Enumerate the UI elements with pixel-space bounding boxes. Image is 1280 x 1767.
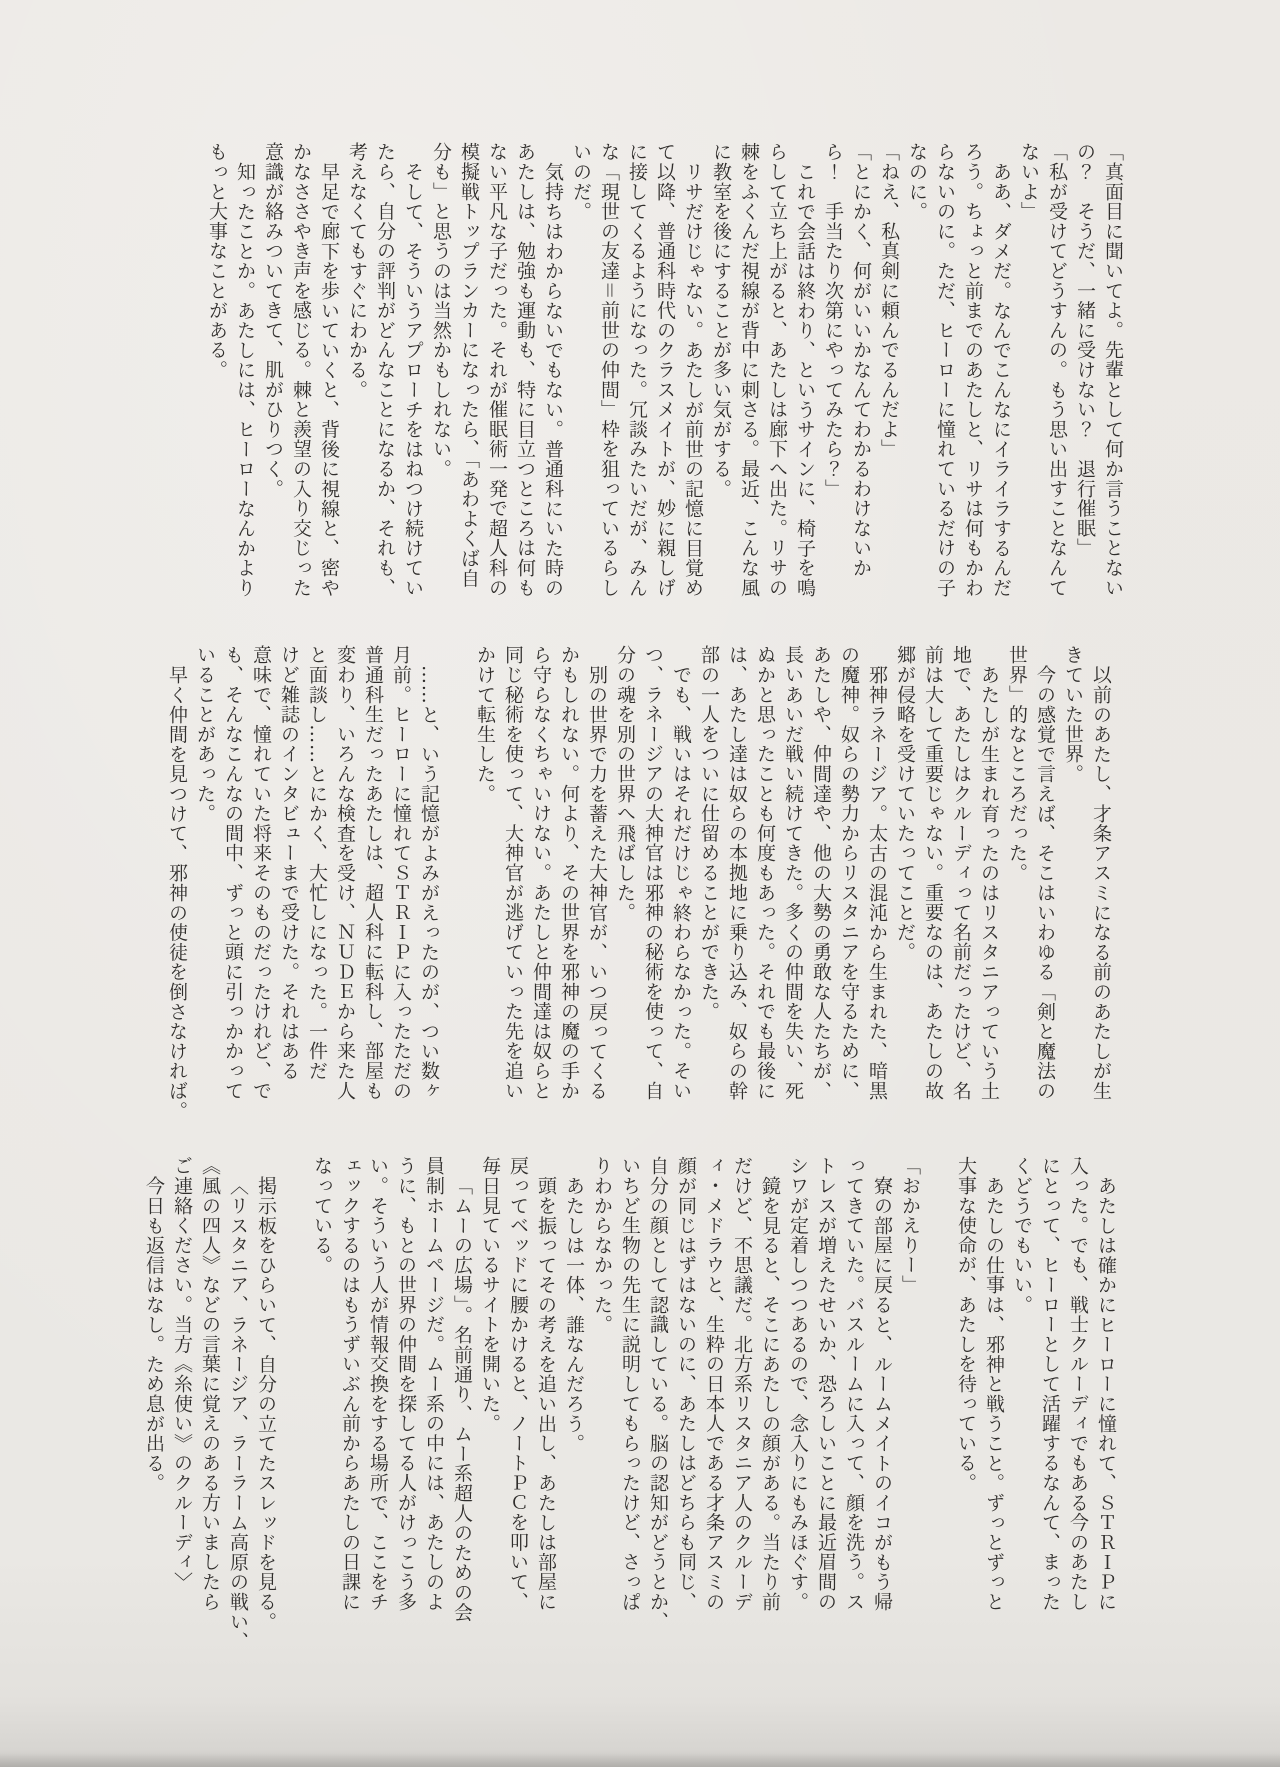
text-column: あたしが生まれ育ったのはリスタニアっていう土 (978, 665, 1000, 1101)
text-column: リサだけじゃない。あたしが前世の記憶に目覚め (682, 162, 704, 598)
text-column: あたしや、仲間達や、他の大勢の勇敢な人たちが、 (810, 645, 832, 1101)
text-column: ご連絡ください。当方《糸使い》のクルーディ〉 (171, 1156, 193, 1592)
text-column: あたしは一体、誰なんだろう。 (563, 1176, 585, 1454)
text-column: ああ、ダメだ。なんでこんなにイライラするんだ (990, 162, 1012, 598)
text-column: 早く仲間を見つけて、邪神の使徒を倒さなければ。 (166, 665, 188, 1121)
text-column: らして立ち上がると、あたしは廊下へ出た。リサの (766, 142, 788, 598)
text-column: 棘をふくんだ視線が背中に刺さる。最近、こんな風 (738, 142, 760, 598)
text-column: 大事な使命が、あたしを待っている。 (955, 1156, 977, 1493)
text-column: 世界」的なところだった。 (1006, 645, 1028, 883)
text-column: ってきていた。バスルームに入って、顔を洗う。ス (843, 1156, 865, 1612)
text-column: あたしは、勉強も運動も、特に目立つところは何も (514, 142, 536, 598)
text-column: 「私が受けてどうすんの。もう思い出すことなんて (1046, 142, 1068, 598)
text-column: 知ったことか。あたしには、ヒーローなんかより (234, 162, 256, 598)
text-column: かなささやき声を感じる。棘と羨望の入り交じった (290, 142, 312, 598)
text-column: トレスが増えたせいか、恐ろしいことに最近眉間の (815, 1156, 837, 1612)
text-column: ないよ」 (1018, 142, 1040, 222)
text-column: だけど、不思議だ。北方系リスタニア人のクルーデ (731, 1156, 753, 1612)
blank-column (924, 1156, 952, 1622)
text-column: 変わり、いろんな検査を受け、ＮＵＤＥから来た人 (334, 645, 356, 1101)
blank-column (280, 1156, 308, 1622)
text-column: 地で、あたしはクルーディって名前だったけど、名 (950, 645, 972, 1101)
text-column: 戻ってベッドに腰かけると、ノートＰＣを叩いて、 (507, 1156, 529, 1612)
text-column: 別の世界で力を蓄えた大神官が、いつ戻ってくる (586, 665, 608, 1101)
text-column: いのだ。 (570, 142, 592, 222)
text-column: 〈リスタニア、ラネージア、ラーラーム高原の戦い、 (227, 1176, 249, 1652)
text-column: 月前。ヒーローに憧れてＳＴＲＩＰに入ったただの (390, 645, 412, 1101)
text-column: くどうでもいい。 (1011, 1156, 1033, 1315)
text-column: かもしれない。何より、その世界を邪神の魔の手か (558, 645, 580, 1101)
text-block-top (203, 142, 1127, 604)
text-column: て以降、普通科時代のクラスメイトが、妙に親しげ (654, 142, 676, 598)
text-column: い。そういう人が情報交換をする場所で、ここをチ (367, 1156, 389, 1612)
text-column: 「真面目に聞いてよ。先輩として何か言うことない (1102, 142, 1124, 598)
text-column: 掲示板をひらいて、自分の立てたスレッドを見る。 (255, 1176, 277, 1632)
text-column: 同じ秘術を使って、大神官が逃げていった先を追い (502, 645, 524, 1101)
text-column: 頭を振ってその考えを追い出し、あたしは部屋に (535, 1176, 557, 1612)
text-column: シワが定着しつつあるので、念入りにもみほぐす。 (787, 1156, 809, 1612)
text-column: 普通科生だったあたしは、超人科に転科し、部屋も (362, 645, 384, 1101)
text-column: ろう。ちょっと前までのあたしと、リサは何もかわ (962, 142, 984, 598)
text-block-bottom (140, 1156, 1120, 1652)
text-column: 「とにかく、何がいいかなんてわかるわけないか (850, 142, 872, 578)
text-column: うに、もとの世界の仲間を探してる人がけっこう多 (395, 1156, 417, 1612)
text-column: ェックするのはもうずいぶん前からあたしの日課に (339, 1156, 361, 1612)
text-column: 顔が同じはずはないのに、あたしはどちらも同じ、 (675, 1156, 697, 1612)
text-column: けど雑誌のインタビューまで受けた。それはある (278, 645, 300, 1081)
text-column: 以前のあたし、才条アスミになる前のあたしが生 (1090, 665, 1112, 1101)
text-column: 今日も返信はなし。ため息が出る。 (143, 1176, 165, 1493)
text-block-middle (163, 645, 1115, 1121)
text-column: 意味で、憧れていた将来そのものだったけれど、で (250, 645, 272, 1101)
text-column: の？ そうだ、一緒に受けない？ 退行催眠」 (1074, 142, 1096, 558)
text-column: 郷が侵略を受けていたってことだ。 (894, 645, 916, 962)
text-column: 員制ホームページだ。ムー系の中には、あたしのよ (423, 1156, 445, 1612)
text-column: 《風の四人》などの言葉に覚えのある方いましたら (199, 1156, 221, 1612)
text-column: ……と、いう記憶がよみがえったのが、つい数ヶ (418, 665, 440, 1101)
text-column: にとって、ヒーローとして活躍するなんて、まった (1039, 1156, 1061, 1612)
text-column: 「ムーの広場」。名前通り、ムー系超人のための会 (451, 1176, 473, 1622)
text-column: 分の魂を別の世界へ飛ばした。 (614, 645, 636, 923)
text-column: いちど生物の先生に説明してもらったけど、さっぱ (619, 1156, 641, 1612)
text-column: ィ・メドラウと、生粋の日本人である才条アスミの (703, 1156, 725, 1612)
text-column: 「おかえりー」 (899, 1156, 921, 1295)
text-column: りわからなかった。 (591, 1156, 613, 1335)
text-column: もっと大事なことがある。 (206, 142, 228, 380)
text-column: なのに。 (906, 142, 928, 222)
text-column: ら守らなくちゃいけない。あたしと仲間達は奴らと (530, 645, 552, 1101)
text-column: つ、ラネージアの大神官は邪神の秘術を使って、自 (642, 645, 664, 1101)
text-column: 今の感覚で言えば、そこはいわゆる「剣と魔法の (1034, 665, 1056, 1101)
text-column: これで会話は終わり、というサインに、椅子を鳴 (794, 162, 816, 598)
text-column: 気持ちはわからないでもない。普通科にいた時の (542, 162, 564, 598)
text-column: かけて転生した。 (474, 645, 496, 804)
text-column: は、あたし達は奴らの本拠地に乗り込み、奴らの幹 (726, 645, 748, 1101)
text-column: 分も」と思うのは当然かもしれない。 (430, 142, 452, 479)
text-column: きていた世界。 (1062, 645, 1084, 784)
text-column: 入った。でも、戦士クルーディでもある今のあたし (1067, 1156, 1089, 1612)
text-column: 部の一人をついに仕留めることができた。 (698, 645, 720, 1022)
text-column: の魔神。奴らの勢力からリスタニアを守るために、 (838, 645, 860, 1101)
text-column: 「ねえ、私真剣に頼んでるんだよ」 (878, 142, 900, 459)
text-column: も、そんなこんなの間中、ずっと頭に引っかかって (222, 645, 244, 1101)
text-column: あたしの仕事は、邪神と戦うこと。ずっとずっと (983, 1176, 1005, 1612)
text-column: 前は大して重要じゃない。重要なのは、あたしの故 (922, 645, 944, 1101)
text-column: ら！ 手当たり次第にやってみたら？」 (822, 142, 844, 499)
text-column: 邪神ラネージア。太古の混沌から生まれた、暗黒 (866, 665, 888, 1101)
text-column: 考えなくてもすぐにわかる。 (346, 142, 368, 400)
text-column: なっている。 (311, 1156, 333, 1275)
text-column: でも、戦いはそれだけじゃ終わらなかった。そい (670, 665, 692, 1101)
text-column: そして、そういうアプローチをはねつけ続けてい (402, 162, 424, 598)
text-column: 模擬戦トップランカーになったら、「あわよくば自 (458, 142, 480, 588)
text-column: 意識が絡みついてきて、肌がひりつく。 (262, 142, 284, 499)
text-column: 早足で廊下を歩いていくと、背後に視線と、密や (318, 162, 340, 598)
text-column: ぬかと思ったことも何度もあった。それでも最後に (754, 645, 776, 1101)
text-column: に教室を後にすることが多い気がする。 (710, 142, 732, 499)
text-column: に接してくるようになった。冗談みたいだが、みん (626, 142, 648, 598)
text-column: 鏡を見ると、そこにあたしの顔がある。当たり前 (759, 1176, 781, 1612)
text-column: らないのに。ただ、ヒーローに憧れているだけの子 (934, 142, 956, 598)
blank-column (443, 645, 471, 1107)
text-column: 毎日見ているサイトを開いた。 (479, 1156, 501, 1434)
text-column: いることがあった。 (194, 645, 216, 824)
text-column: たら、自分の評判がどんなことになるか、それも、 (374, 142, 396, 598)
text-column: 自分の顔として認識している。脳の認知がどうとか、 (647, 1156, 669, 1632)
text-column: 長いあいだ戦い続けてきた。多くの仲間を失い、死 (782, 645, 804, 1101)
text-column: な「現世の友達＝前世の仲間」枠を狙っているらし (598, 142, 620, 598)
text-column: ない平凡な子だった。それが催眠術一発で超人科の (486, 142, 508, 598)
text-column: あたしは確かにヒーローに憧れて、ＳＴＲＩＰに (1095, 1176, 1117, 1612)
text-column: 寮の部屋に戻ると、ルームメイトのイコがもう帰 (871, 1176, 893, 1612)
text-column: と面談し……とにかく、大忙しになった。一件だ (306, 645, 328, 1081)
